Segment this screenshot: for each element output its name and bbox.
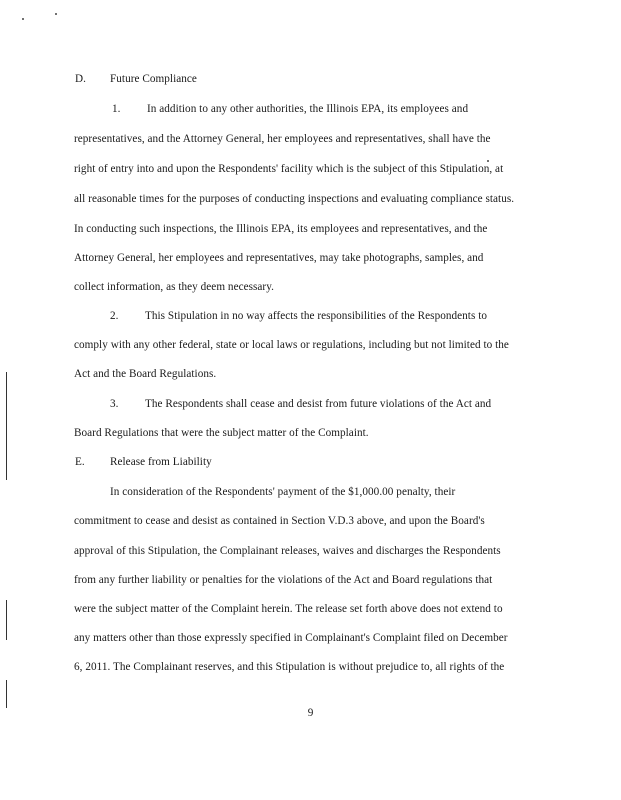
scan-speck xyxy=(22,18,24,20)
paragraph-line: any matters other than those expressly specified in Complainant's Complaint filed on December xyxy=(74,632,508,644)
paragraph-line: representatives, and the Attorney General, her employees and representatives, shall have the xyxy=(74,133,491,145)
section-d-title: Future Compliance xyxy=(110,73,197,85)
paragraph-line: Act and the Board Regulations. xyxy=(74,368,217,380)
page-number: 9 xyxy=(307,707,314,719)
paragraph-line: right of entry into and upon the Respondents' facility which is the subject of this Stipulation, at xyxy=(74,163,504,175)
paragraph-line: collect information, as they deem necessary. xyxy=(74,281,274,293)
paragraph-line: 6, 2011. The Complainant reserves, and this Stipulation is without prejudice to, all rights of the xyxy=(74,661,505,673)
section-e-letter: E. xyxy=(75,456,85,468)
paragraph-line: comply with any other federal, state or local laws or regulations, including but not limited to the xyxy=(74,339,509,351)
paragraph-number: 1. xyxy=(112,103,121,115)
paragraph-line: were the subject matter of the Complaint herein. The release set forth above does not extend to xyxy=(74,603,503,615)
paragraph-line: The Respondents shall cease and desist from future violations of the Act and xyxy=(145,398,492,410)
paragraph-line: commitment to cease and desist as contained in Section V.D.3 above, and upon the Board's xyxy=(74,515,485,527)
paragraph-line: This Stipulation in no way affects the responsibilities of the Respondents to xyxy=(145,310,488,322)
margin-mark xyxy=(6,600,7,640)
paragraph-line: Attorney General, her employees and representatives, may take photographs, samples, and xyxy=(74,252,484,264)
paragraph-line: from any further liability or penalties for the violations of the Act and Board regulations that xyxy=(74,574,493,586)
scan-speck xyxy=(55,13,57,15)
paragraph-line: In addition to any other authorities, the Illinois EPA, its employees and xyxy=(147,103,469,115)
paragraph-line: approval of this Stipulation, the Complainant releases, waives and discharges the Respondents xyxy=(74,545,501,557)
section-d-letter: D. xyxy=(75,73,86,85)
margin-mark xyxy=(6,680,7,708)
margin-mark xyxy=(6,372,7,480)
paragraph-line: In conducting such inspections, the Illinois EPA, its employees and representatives, and the xyxy=(74,223,488,235)
paragraph-number: 3. xyxy=(110,398,119,410)
paragraph-line: Board Regulations that were the subject matter of the Complaint. xyxy=(74,427,369,439)
paragraph-number: 2. xyxy=(110,310,119,322)
section-e-title: Release from Liability xyxy=(110,456,212,468)
paragraph-line: In consideration of the Respondents' payment of the $1,000.00 penalty, their xyxy=(110,486,456,498)
paragraph-line: all reasonable times for the purposes of conducting inspections and evaluating compliance status. xyxy=(74,193,515,205)
